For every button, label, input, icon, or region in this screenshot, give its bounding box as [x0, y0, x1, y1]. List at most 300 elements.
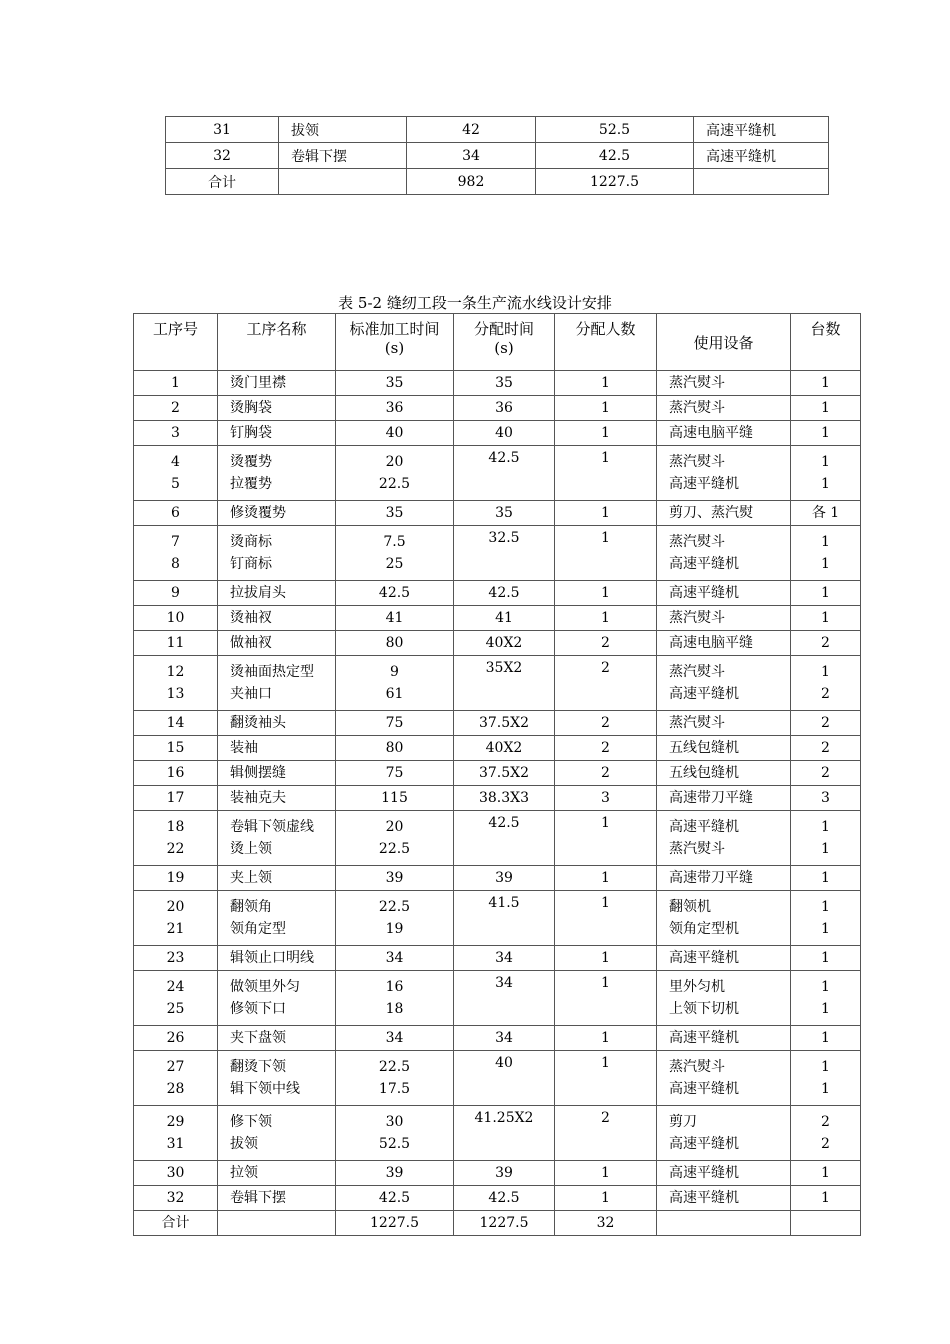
cell-name — [218, 1051, 336, 1106]
cell-no-line: 20 — [166, 899, 185, 915]
cell-no — [134, 946, 218, 971]
cell-units-line: 1 — [821, 899, 830, 915]
cell-std-time — [336, 656, 454, 711]
cell-name — [218, 631, 336, 656]
cell-equipment-line: 蒸汽熨斗 — [669, 610, 725, 626]
cell-workers: 1 — [555, 866, 657, 891]
cell-equipment — [694, 169, 829, 195]
cell-alloc-time: 40 — [454, 1051, 555, 1106]
cell-equipment — [657, 891, 791, 946]
cell-units-line: 1 — [821, 556, 830, 572]
cell-name-line: 辑下领中线 — [230, 1081, 300, 1097]
cell-alloc-time: 42.5 — [454, 811, 555, 866]
cell-equipment — [657, 786, 791, 811]
cell-equipment — [657, 606, 791, 631]
cell-no-line: 6 — [171, 505, 180, 521]
cell-name-line: 做袖衩 — [230, 635, 272, 651]
cell-equipment: 高速平缝机 — [694, 143, 829, 169]
cell-name — [218, 811, 336, 866]
table-row — [134, 891, 861, 946]
cell-no-line: 29 — [166, 1114, 185, 1130]
cell-no-line: 21 — [166, 921, 185, 937]
cell-name-line: 修烫覆势 — [230, 505, 286, 521]
cell-name-line: 领角定型 — [230, 921, 286, 937]
cell-no-line: 18 — [166, 819, 185, 835]
cell-alloc-time: 39 — [454, 866, 555, 891]
cell-no-line: 15 — [166, 740, 185, 756]
cell-name-line: 拔领 — [230, 1136, 258, 1152]
cell-units-line: 各 1 — [811, 505, 840, 521]
cell-name: 拔领 — [279, 117, 407, 143]
cell-units — [791, 421, 861, 446]
cell-name — [218, 1026, 336, 1051]
cell-name: 卷辑下摆 — [279, 143, 407, 169]
cell-units — [791, 656, 861, 711]
cell-alloc-time: 42.5 — [454, 446, 555, 501]
cell-name — [218, 891, 336, 946]
cell-units — [791, 811, 861, 866]
cell-std-time — [336, 1106, 454, 1161]
cell-std-time: 34 — [407, 143, 536, 169]
cell-std-time — [336, 606, 454, 631]
cell-units-line: 1 — [821, 1081, 830, 1097]
cell-units-line: 2 — [821, 635, 830, 651]
cell-units — [791, 971, 861, 1026]
cell-units-line: 2 — [821, 1114, 830, 1130]
cell-no — [134, 1161, 218, 1186]
cell-no-line: 合计 — [161, 1215, 190, 1231]
cell-name-line: 钉胸袋 — [230, 425, 272, 441]
cell-no — [134, 866, 218, 891]
cell-units-line: 1 — [821, 425, 830, 441]
table-row — [134, 1211, 861, 1236]
cell-no — [134, 761, 218, 786]
cell-no — [134, 581, 218, 606]
cell-std-time — [336, 946, 454, 971]
cell-equipment-line: 高速平缝机 — [669, 556, 739, 572]
cell-workers: 1 — [555, 396, 657, 421]
cell-std-time-line: 61 — [385, 686, 404, 702]
cell-std-time-line: 18 — [385, 1001, 404, 1017]
cell-units — [791, 891, 861, 946]
cell-no — [134, 656, 218, 711]
cell-alloc-time: 40X2 — [454, 631, 555, 656]
cell-std-time — [336, 396, 454, 421]
cell-alloc-time: 39 — [454, 1161, 555, 1186]
cell-no-line: 10 — [166, 610, 185, 626]
table-row — [134, 971, 861, 1026]
cell-no-line: 31 — [166, 1136, 185, 1152]
cell-no — [134, 446, 218, 501]
cell-units-line: 3 — [821, 790, 830, 806]
cell-equipment-line: 上领下切机 — [669, 1001, 739, 1017]
cell-name — [218, 501, 336, 526]
table-caption: 表 5-2 缝纫工段一条生产流水线设计安排 — [338, 294, 612, 312]
cell-equipment — [657, 1186, 791, 1211]
cell-equipment — [657, 421, 791, 446]
cell-name-line: 做领里外匀 — [230, 979, 300, 995]
cell-name — [218, 761, 336, 786]
production-line-table — [133, 313, 861, 1236]
table-row — [166, 143, 829, 169]
cell-no — [134, 501, 218, 526]
cell-units-line: 1 — [821, 1165, 830, 1181]
cell-name-line: 钉商标 — [230, 556, 272, 572]
cell-units-line: 1 — [821, 1001, 830, 1017]
cell-units — [791, 736, 861, 761]
cell-std-time — [336, 1186, 454, 1211]
cell-units — [791, 1211, 861, 1236]
cell-std-time — [336, 581, 454, 606]
cell-no — [134, 526, 218, 581]
table-row — [134, 396, 861, 421]
cell-name-line: 辑领止口明线 — [230, 950, 314, 966]
cell-equipment — [657, 866, 791, 891]
cell-alloc-time: 38.3X3 — [454, 786, 555, 811]
cell-std-time — [336, 971, 454, 1026]
cell-units-line: 2 — [821, 686, 830, 702]
cell-std-time-line: 19 — [385, 921, 404, 937]
cell-alloc-time: 52.5 — [536, 117, 694, 143]
cell-std-time-line: 20 — [385, 819, 404, 835]
cell-no-line: 17 — [166, 790, 185, 806]
cell-name — [218, 581, 336, 606]
cell-name-line: 烫商标 — [230, 534, 272, 550]
cell-std-time-line: 16 — [385, 979, 404, 995]
cell-no: 合计 — [166, 169, 279, 195]
cell-units-line: 1 — [821, 454, 830, 470]
cell-std-time-line: 42.5 — [378, 1190, 411, 1206]
cell-std-time-line: 34 — [385, 1030, 404, 1046]
cell-equipment — [657, 631, 791, 656]
header-std-line2: (s) — [384, 339, 405, 357]
cell-no-line: 22 — [166, 841, 185, 857]
cell-no — [134, 1211, 218, 1236]
cell-std-time-line: 36 — [385, 400, 404, 416]
cell-equipment — [657, 1106, 791, 1161]
cell-equipment — [657, 761, 791, 786]
cell-units — [791, 711, 861, 736]
cell-equipment — [657, 946, 791, 971]
cell-equipment-line: 蒸汽熨斗 — [669, 454, 725, 470]
cell-equipment — [657, 526, 791, 581]
cell-workers: 2 — [555, 761, 657, 786]
cell-alloc-time: 34 — [454, 971, 555, 1026]
table-row — [134, 421, 861, 446]
cell-equipment-line: 蒸汽熨斗 — [669, 1059, 725, 1075]
cell-equipment — [657, 811, 791, 866]
cell-equipment — [657, 1026, 791, 1051]
cell-workers: 1 — [555, 501, 657, 526]
table-row — [134, 501, 861, 526]
cell-alloc-time: 42.5 — [454, 581, 555, 606]
cell-units — [791, 761, 861, 786]
cell-workers: 1 — [555, 1051, 657, 1106]
cell-units — [791, 606, 861, 631]
cell-std-time — [336, 631, 454, 656]
cell-equipment-line: 高速平缝机 — [669, 1190, 739, 1206]
cell-equipment-line: 高速平缝机 — [669, 476, 739, 492]
cell-name — [279, 169, 407, 195]
cell-workers: 1 — [555, 371, 657, 396]
cell-no — [134, 971, 218, 1026]
cell-equipment — [657, 501, 791, 526]
cell-name-line: 烫袖衩 — [230, 610, 272, 626]
table-top-continuation — [165, 116, 829, 195]
cell-std-time — [336, 786, 454, 811]
cell-units-line: 1 — [821, 1059, 830, 1075]
table-row — [134, 371, 861, 396]
cell-std-time — [336, 811, 454, 866]
cell-no-line: 19 — [166, 870, 185, 886]
cell-units — [791, 1186, 861, 1211]
cell-name-line: 卷辑下摆 — [230, 1190, 286, 1206]
cell-alloc-time: 37.5X2 — [454, 711, 555, 736]
table-row — [166, 117, 829, 143]
cell-no-line: 32 — [166, 1190, 185, 1206]
cell-workers: 3 — [555, 786, 657, 811]
table-row — [134, 631, 861, 656]
cell-units-line: 1 — [821, 841, 830, 857]
cell-alloc-time: 42.5 — [536, 143, 694, 169]
cell-name — [218, 971, 336, 1026]
cell-std-time — [336, 761, 454, 786]
cell-std-time — [336, 866, 454, 891]
cell-equipment-line: 高速平缝机 — [669, 585, 739, 601]
cell-name-line: 烫胸袋 — [230, 400, 272, 416]
table-row — [134, 1026, 861, 1051]
cell-units-line: 1 — [821, 819, 830, 835]
cell-units-line: 1 — [821, 979, 830, 995]
cell-units-line: 2 — [821, 715, 830, 731]
cell-equipment-line: 高速平缝机 — [669, 1081, 739, 1097]
cell-workers: 1 — [555, 581, 657, 606]
cell-units-line: 1 — [821, 921, 830, 937]
cell-workers: 1 — [555, 891, 657, 946]
cell-std-time-line: 34 — [385, 950, 404, 966]
cell-workers: 2 — [555, 656, 657, 711]
cell-name — [218, 946, 336, 971]
cell-equipment-line: 蒸汽熨斗 — [669, 375, 725, 391]
table-row — [134, 526, 861, 581]
cell-no-line: 4 — [171, 454, 180, 470]
cell-alloc-time: 37.5X2 — [454, 761, 555, 786]
cell-equipment-line: 高速平缝机 — [669, 819, 739, 835]
cell-std-time-line: 39 — [385, 1165, 404, 1181]
cell-equipment-line: 领角定型机 — [669, 921, 739, 937]
cell-std-time-line: 7.5 — [383, 534, 406, 550]
cell-units — [791, 446, 861, 501]
cell-workers: 2 — [555, 1106, 657, 1161]
table-row — [134, 1106, 861, 1161]
cell-name — [218, 606, 336, 631]
cell-equipment — [657, 736, 791, 761]
cell-equipment-line: 五线包缝机 — [669, 765, 739, 781]
cell-no — [134, 891, 218, 946]
cell-equipment-line: 剪刀 — [669, 1114, 697, 1130]
cell-name-line: 装袖 — [230, 740, 258, 756]
cell-std-time — [336, 526, 454, 581]
cell-equipment — [657, 656, 791, 711]
cell-std-time: 42 — [407, 117, 536, 143]
header-units: 台数 — [791, 314, 861, 371]
cell-std-time-line: 80 — [385, 740, 404, 756]
cell-no-line: 26 — [166, 1030, 185, 1046]
cell-std-time: 982 — [407, 169, 536, 195]
cell-std-time — [336, 1051, 454, 1106]
cell-name — [218, 526, 336, 581]
cell-equipment — [657, 446, 791, 501]
cell-no: 31 — [166, 117, 279, 143]
cell-alloc-time: 34 — [454, 1026, 555, 1051]
cell-name — [218, 656, 336, 711]
cell-name — [218, 371, 336, 396]
cell-no-line: 14 — [166, 715, 185, 731]
table-row — [134, 736, 861, 761]
cell-no — [134, 811, 218, 866]
cell-std-time-line: 41 — [385, 610, 404, 626]
cell-no — [134, 1051, 218, 1106]
cell-alloc-time: 1227.5 — [454, 1211, 555, 1236]
cell-units — [791, 631, 861, 656]
table-row — [134, 581, 861, 606]
cell-workers: 1 — [555, 606, 657, 631]
cell-equipment — [657, 1051, 791, 1106]
cell-workers: 1 — [555, 811, 657, 866]
cell-std-time — [336, 501, 454, 526]
cell-equipment — [657, 1161, 791, 1186]
cell-name-line: 装袖克夫 — [230, 790, 286, 806]
header-alloc-time — [454, 314, 555, 371]
cell-std-time-line: 42.5 — [378, 585, 411, 601]
header-alloc-line1: 分配时间 — [473, 320, 534, 338]
cell-no-line: 9 — [171, 585, 180, 601]
table-row — [134, 761, 861, 786]
cell-name-line: 拉拔肩头 — [230, 585, 286, 601]
cell-units — [791, 866, 861, 891]
cell-no-line: 25 — [166, 1001, 185, 1017]
header-equipment: 使用设备 — [657, 314, 791, 371]
cell-units-line: 1 — [821, 585, 830, 601]
cell-name-line: 翻烫下领 — [230, 1059, 286, 1075]
cell-units-line: 2 — [821, 1136, 830, 1152]
cell-units — [791, 396, 861, 421]
cell-name-line: 修下领 — [230, 1114, 272, 1130]
cell-std-time-line: 17.5 — [378, 1081, 411, 1097]
cell-std-time-line: 39 — [385, 870, 404, 886]
cell-equipment-line: 蒸汽熨斗 — [669, 664, 725, 680]
table-row — [134, 1161, 861, 1186]
cell-no-line: 7 — [171, 534, 180, 550]
cell-std-time-line: 22.5 — [378, 841, 411, 857]
cell-equipment — [657, 396, 791, 421]
cell-name-line: 翻烫袖头 — [230, 715, 286, 731]
table-row — [134, 711, 861, 736]
cell-units-line: 1 — [821, 375, 830, 391]
cell-equipment-line: 里外匀机 — [669, 979, 725, 995]
cell-workers: 2 — [555, 631, 657, 656]
cell-std-time-line: 9 — [390, 664, 399, 680]
cell-name-line: 烫门里襟 — [230, 375, 286, 391]
cell-alloc-time: 41 — [454, 606, 555, 631]
table-row — [134, 446, 861, 501]
cell-no-line: 5 — [171, 476, 180, 492]
cell-workers: 1 — [555, 526, 657, 581]
cell-units-line: 1 — [821, 1190, 830, 1206]
header-std-line1: 标准加工时间 — [349, 320, 440, 338]
header-no: 工序号 — [134, 314, 218, 371]
cell-std-time — [336, 891, 454, 946]
cell-workers: 1 — [555, 421, 657, 446]
cell-alloc-time: 41.25X2 — [454, 1106, 555, 1161]
cell-no — [134, 1186, 218, 1211]
cell-equipment-line: 高速平缝机 — [669, 1165, 739, 1181]
cell-units-line: 1 — [821, 664, 830, 680]
cell-alloc-time: 40 — [454, 421, 555, 446]
cell-no — [134, 786, 218, 811]
cell-alloc-time: 34 — [454, 946, 555, 971]
cell-std-time-line: 80 — [385, 635, 404, 651]
table-row — [134, 656, 861, 711]
cell-units — [791, 371, 861, 396]
header-alloc-line2: (s) — [494, 339, 514, 357]
cell-equipment — [657, 581, 791, 606]
header-row — [134, 314, 861, 371]
cell-no — [134, 631, 218, 656]
cell-equipment: 高速平缝机 — [694, 117, 829, 143]
cell-units — [791, 501, 861, 526]
cell-name-line: 夹下盘领 — [230, 1030, 286, 1046]
cell-workers: 1 — [555, 1161, 657, 1186]
cell-std-time — [336, 1026, 454, 1051]
cell-name — [218, 1161, 336, 1186]
cell-units-line: 2 — [821, 765, 830, 781]
cell-units-line: 1 — [821, 610, 830, 626]
cell-equipment-line: 高速平缝机 — [669, 1030, 739, 1046]
cell-equipment — [657, 711, 791, 736]
cell-name — [218, 1211, 336, 1236]
cell-name-line: 烫袖面热定型 — [230, 664, 314, 680]
cell-units — [791, 1161, 861, 1186]
cell-name-line: 夹上领 — [230, 870, 272, 886]
table-row — [134, 606, 861, 631]
cell-no-line: 24 — [166, 979, 185, 995]
cell-workers: 2 — [555, 736, 657, 761]
table-row — [134, 866, 861, 891]
cell-units — [791, 1106, 861, 1161]
cell-std-time-line: 22.5 — [378, 899, 411, 915]
cell-workers: 1 — [555, 446, 657, 501]
cell-name-line: 拉覆势 — [230, 476, 272, 492]
cell-std-time-line: 52.5 — [378, 1136, 411, 1152]
cell-equipment-line: 蒸汽熨斗 — [669, 534, 725, 550]
cell-std-time-line: 35 — [385, 505, 404, 521]
cell-no — [134, 396, 218, 421]
cell-name — [218, 421, 336, 446]
cell-equipment-line: 高速带刀平缝 — [669, 870, 753, 886]
cell-no-line: 23 — [166, 950, 185, 966]
cell-std-time-line: 75 — [385, 715, 404, 731]
cell-units — [791, 526, 861, 581]
cell-std-time-line: 22.5 — [378, 476, 411, 492]
cell-units-line: 1 — [821, 870, 830, 886]
cell-units — [791, 946, 861, 971]
cell-workers: 1 — [555, 1026, 657, 1051]
cell-no-line: 8 — [171, 556, 180, 572]
cell-std-time-line: 30 — [385, 1114, 404, 1130]
cell-alloc-time: 35X2 — [454, 656, 555, 711]
cell-std-time-line: 115 — [381, 790, 408, 806]
